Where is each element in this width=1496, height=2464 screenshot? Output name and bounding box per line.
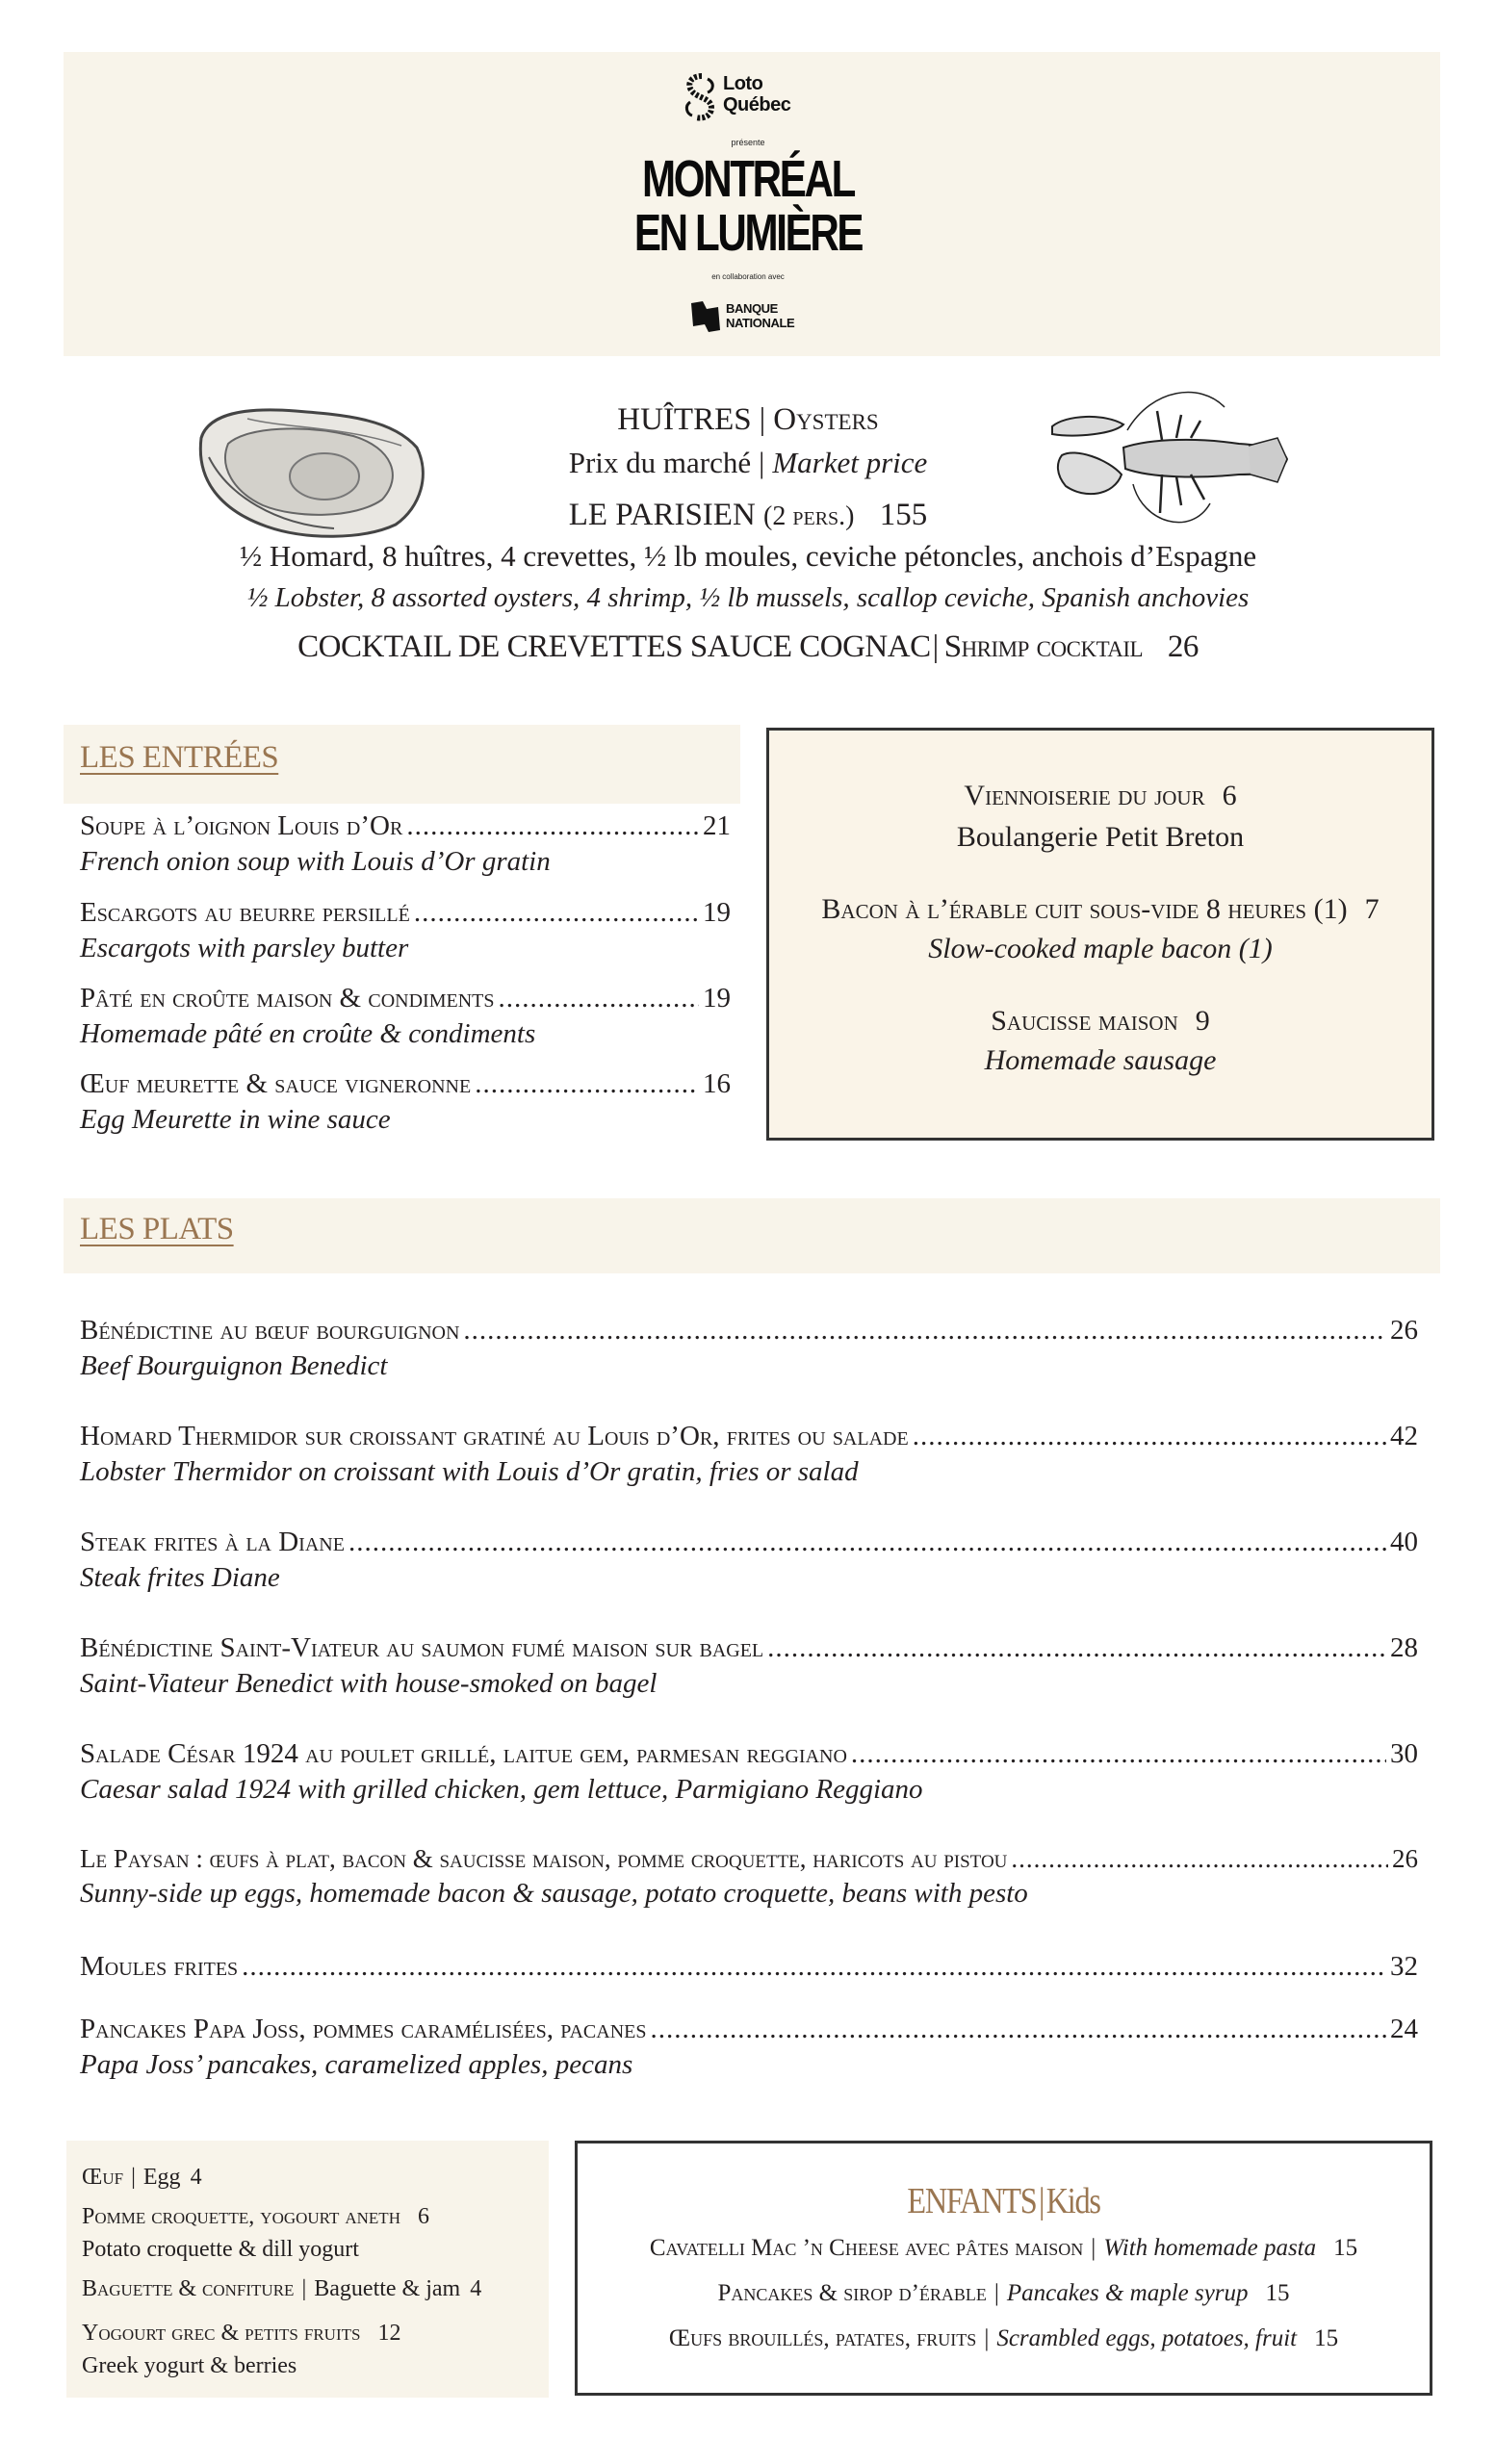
kids-box [575, 2141, 1432, 2396]
cocktail-en: Shrimp cocktail [943, 629, 1144, 664]
item-name: Le Paysan : œufs à plat, bacon & saucisse maison, pomme croquette, haricots au pistou [80, 1844, 1008, 1873]
parisien-desc-en: ½ Lobster, 8 assorted oysters, 4 shrimp, ½ lb mussels, scallop ceviche, Spanish anchovies [246, 582, 1250, 613]
presents-label: présente [731, 138, 765, 147]
side-item: Œuf | Egg 4 [82, 2165, 202, 2190]
loto-quebec-swirl-icon [683, 73, 719, 121]
item-name: Bénédictine Saint-Viateur au saumon fumé maison sur bagel [80, 1632, 764, 1663]
item-price: 12 [377, 2321, 401, 2346]
dot-leader [348, 1527, 1386, 1558]
dot-leader [414, 897, 699, 929]
kid-item: Cavatelli Mac ’n Cheese avec pâtes maison | With homemade pasta 15 [649, 2235, 1358, 2261]
banque-nationale-logo [689, 299, 824, 334]
banque-nationale-line2: NATIONALE [726, 316, 795, 330]
oysters-price-fr: Prix du marché [568, 446, 752, 479]
cocktail-fr: COCKTAIL DE CREVETTES SAUCE COGNAC [297, 629, 931, 664]
item-price: 26 [1390, 1315, 1418, 1346]
item-price: 7 [1364, 893, 1380, 925]
dot-leader [851, 1738, 1386, 1770]
menu-item [80, 1068, 731, 1136]
item-price: 24 [1390, 2014, 1418, 2044]
item-price: 16 [703, 1068, 731, 1099]
dot-leader [498, 983, 699, 1014]
entrees-header [64, 725, 740, 804]
item-name: Pancakes & sirop d’érable [717, 2280, 987, 2306]
item-price: 26 [1392, 1844, 1418, 1873]
item-name: Œuf [82, 2165, 124, 2190]
item-description: French onion soup with Louis d’Or gratin [80, 846, 551, 877]
item-name-en: Scrambled eggs, potatoes, fruit [996, 2325, 1298, 2351]
oysters-price-en: Market price [772, 446, 928, 479]
item-price: 4 [190, 2165, 202, 2190]
item-description: Steak frites Diane [80, 1562, 280, 1593]
oysters-price-line: Prix du marché | Market price [568, 446, 928, 479]
loto-quebec-logo [683, 73, 827, 121]
item-description: Homemade pâté en croûte & condiments [80, 1018, 536, 1049]
item-name: Baguette & confiture [82, 2276, 295, 2301]
kids-title-en: Kids [1045, 2181, 1100, 2221]
cocktail-line: COCKTAIL DE CREVETTES SAUCE COGNAC| Shrimp cocktail 26 [297, 629, 1199, 664]
kids-title: ENFANTS|Kids [907, 2181, 1100, 2221]
item-description: Boulangerie Petit Breton [956, 821, 1245, 853]
item-name: Soupe à l’oignon Louis d’Or [80, 810, 403, 841]
item-name: Steak frites à la Diane [80, 1527, 345, 1557]
extras-box [766, 728, 1434, 1141]
dot-leader [406, 810, 699, 842]
item-name: Viennoiserie du jour [964, 780, 1205, 811]
item-name: Pomme croquette, yogourt aneth [82, 2204, 400, 2229]
item-price: 15 [1314, 2325, 1339, 2351]
kids-title-fr: ENFANTS [907, 2181, 1037, 2221]
plats-title: LES PLATS [80, 1212, 234, 1246]
item-price: 21 [703, 810, 731, 841]
event-title-line1: MONTRÉAL [642, 150, 854, 208]
item-name-en: Egg [142, 2165, 181, 2190]
parisien-line [0, 498, 1496, 533]
item-description: Slow-cooked maple bacon (1) [928, 933, 1273, 964]
menu-item [80, 1632, 1418, 1700]
kid-item: Œufs brouillés, patates, fruits | Scrambled eggs, potatoes, fruit 15 [668, 2325, 1339, 2351]
item-name: Moules frites [80, 1951, 239, 1982]
item-name: Homard Thermidor sur croissant gratiné au Louis d’Or, frites ou salade [80, 1421, 909, 1451]
item-name: Œufs brouillés, patates, fruits [668, 2325, 977, 2351]
menu-item [80, 1738, 1418, 1806]
entrees-title: LES ENTRÉES [80, 740, 279, 775]
oysters-fr: HUÎTRES [617, 402, 752, 437]
item-price: 42 [1390, 1421, 1418, 1451]
parisien-price: 155 [879, 498, 928, 532]
oysters-line: HUÎTRES | Oysters [617, 402, 879, 437]
item-name: Salade César 1924 au poulet grillé, laitue gem, parmesan reggiano [80, 1738, 847, 1769]
item-price: 30 [1390, 1738, 1418, 1769]
extras-item-line [769, 893, 1432, 926]
side-item [82, 2204, 429, 2230]
banque-nationale-flag-icon [689, 299, 722, 334]
oysters-en: Oysters [773, 402, 879, 437]
dot-leader [1011, 1844, 1388, 1874]
item-name: Œuf meurette & sauce vigneronne [80, 1068, 472, 1099]
item-description: Homemade sausage [984, 1044, 1217, 1076]
dot-leader [463, 1315, 1386, 1347]
menu-item [80, 1315, 1418, 1382]
item-price: 19 [703, 983, 731, 1014]
item-price: 40 [1390, 1527, 1418, 1557]
extras-item-line [769, 780, 1432, 812]
parisien-desc-fr: ½ Homard, 8 huîtres, 4 crevettes, ½ lb moules, ceviche pétoncles, anchois d’Espagne [239, 539, 1257, 573]
item-name-en: Baguette & jam [314, 2276, 461, 2301]
item-price: 15 [1265, 2280, 1290, 2306]
item-name: Escargots au beurre persillé [80, 897, 410, 928]
item-name: Bacon à l’érable cuit sous-vide 8 heures (1) [821, 893, 1348, 925]
item-name: Pancakes Papa Joss, pommes caramélisées, pacanes [80, 2014, 647, 2044]
item-price: 6 [417, 2204, 429, 2229]
item-description: Papa Joss’ pancakes, caramelized apples, pecans [80, 2049, 633, 2080]
item-name-en: Pancakes & maple syrup [1006, 2280, 1249, 2306]
item-name: Cavatelli Mac ’n Cheese avec pâtes maison [649, 2235, 1084, 2261]
banque-nationale-line1: BANQUE [726, 301, 778, 316]
item-name-en: With homemade pasta [1103, 2235, 1317, 2261]
item-price: 6 [1222, 780, 1237, 811]
item-description: Beef Bourguignon Benedict [80, 1350, 388, 1381]
item-description: Saint-Viateur Benedict with house-smoked on bagel [80, 1668, 658, 1699]
item-price: 4 [470, 2276, 482, 2301]
dot-leader [475, 1068, 699, 1100]
menu-item [80, 2014, 1418, 2081]
loto-quebec-line2: Québec [723, 94, 791, 116]
item-name: Saucisse maison [991, 1005, 1178, 1037]
kid-item: Pancakes & sirop d’érable | Pancakes & maple syrup 15 [717, 2280, 1290, 2306]
event-title [165, 152, 1331, 260]
extras-item-line [769, 1005, 1432, 1038]
menu-item [80, 1527, 1418, 1594]
item-description: Lobster Thermidor on croissant with Louis d’Or gratin, fries or salad [80, 1456, 859, 1487]
item-description: Potato croquette & dill yogurt [82, 2237, 359, 2262]
item-price: 32 [1390, 1951, 1418, 1982]
dot-leader [913, 1421, 1386, 1452]
item-name: Bénédictine au bœuf bourguignon [80, 1315, 460, 1346]
menu-item [80, 1421, 1418, 1488]
item-description: Caesar salad 1924 with grilled chicken, gem lettuce, Parmigiano Reggiano [80, 1774, 923, 1805]
menu-item [80, 1844, 1418, 1910]
side-item [82, 2321, 400, 2347]
collaboration-label: en collaboration avec [711, 272, 785, 281]
item-price: 28 [1390, 1632, 1418, 1663]
item-name: Yogourt grec & petits fruits [82, 2321, 361, 2346]
dot-leader [242, 1951, 1386, 1983]
item-price: 9 [1195, 1005, 1210, 1037]
item-description: Greek yogurt & berries [82, 2353, 297, 2378]
parisien-serves: (2 pers.) [763, 501, 855, 531]
plats-header [64, 1198, 1440, 1273]
dot-leader [651, 2014, 1386, 2045]
item-price: 19 [703, 897, 731, 928]
side-item: Baguette & confiture | Baguette & jam 4 [82, 2276, 482, 2301]
sides-box [66, 2141, 549, 2398]
event-title-line2: EN LUMIÈRE [633, 204, 863, 262]
item-price: 15 [1333, 2235, 1358, 2261]
loto-quebec-line1: Loto [723, 73, 763, 94]
item-description: Sunny-side up eggs, homemade bacon & sausage, potato croquette, beans with pesto [80, 1878, 1028, 1909]
parisien-name: LE PARISIEN [568, 498, 756, 532]
menu-item [80, 897, 731, 964]
item-name: Pâté en croûte maison & condiments [80, 983, 495, 1014]
menu-item [80, 983, 731, 1050]
item-description: Egg Meurette in wine sauce [80, 1104, 391, 1135]
dot-leader [767, 1632, 1386, 1664]
cocktail-price: 26 [1167, 629, 1199, 664]
menu-item [80, 810, 731, 878]
item-description: Escargots with parsley butter [80, 933, 409, 963]
menu-item [80, 1951, 1418, 1983]
